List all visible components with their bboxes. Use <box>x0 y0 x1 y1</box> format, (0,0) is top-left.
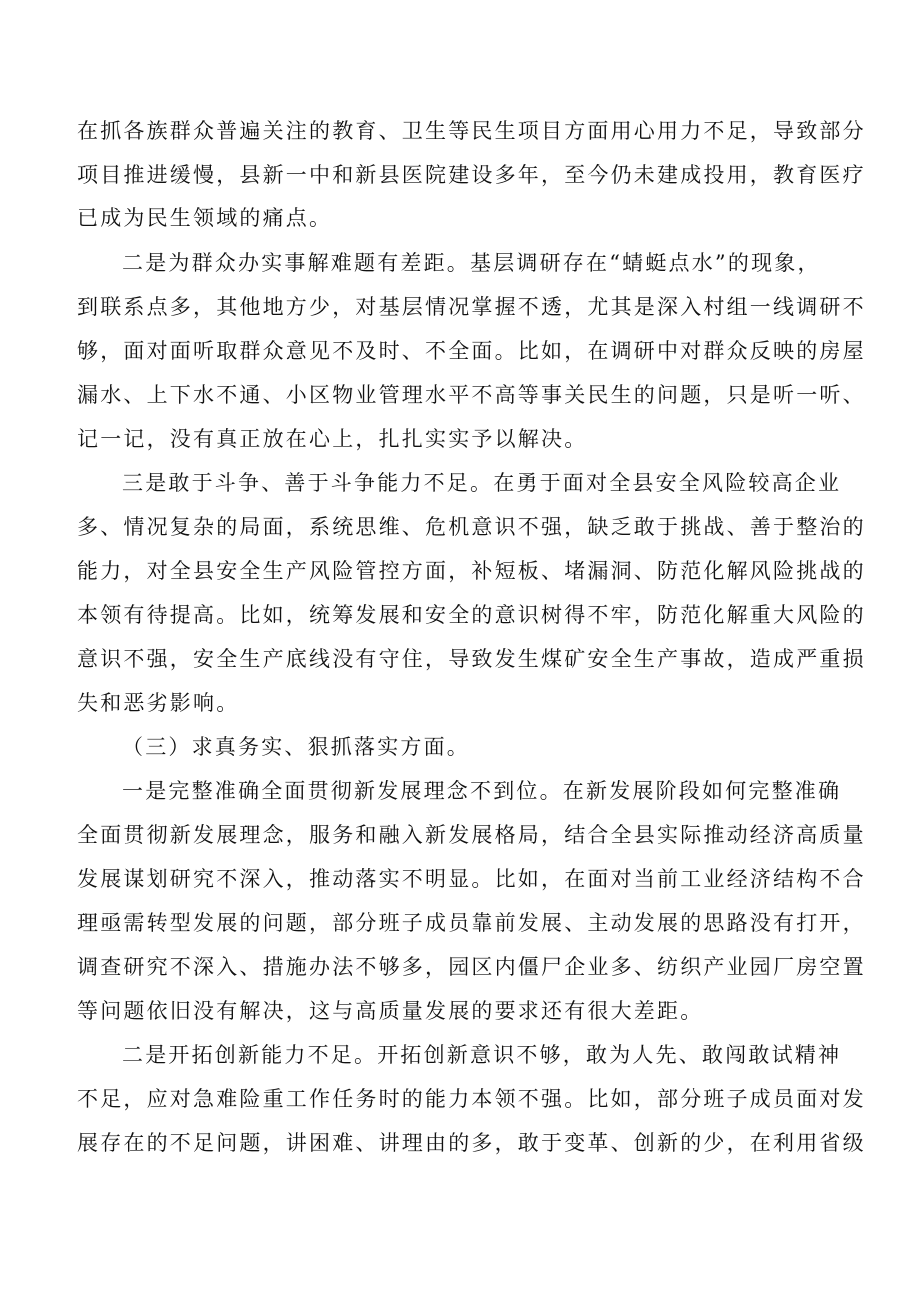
text-line: 不足，应对急难险重工作任务时的能力本领不强。比如，部分班子成员面对发 <box>77 1087 866 1111</box>
paragraph-start-line: 二是开拓创新能力不足。开拓创新意识不够，敢为人先、敢闯敢试精神 <box>122 1043 842 1067</box>
text-line: 在抓各族群众普遍关注的教育、卫生等民生项目方面用心用力不足，导致部分 <box>77 119 866 143</box>
text-line: 多、情况复杂的局面，系统思维、危机意识不强，缺乏敢于挑战、善于整治的 <box>77 515 866 539</box>
text-line: 漏水、上下水不通、小区物业管理水平不高等事关民生的问题，只是听一听、 <box>77 383 866 407</box>
text-line: 已成为民生领域的痛点。 <box>77 206 333 230</box>
text-line: 理亟需转型发展的问题，部分班子成员靠前发展、主动发展的思路没有打开， <box>77 911 866 935</box>
paragraph-start-line: 二是为群众办实事解难题有差距。基层调研存在“蜻蜓点水”的现象， <box>122 251 821 275</box>
paragraph-start-line: 三是敢于斗争、善于斗争能力不足。在勇于面对全县安全风险较高企业 <box>122 471 842 495</box>
text-line: 本领有待提高。比如，统筹发展和安全的意识树得不牢，防范化解重大风险的 <box>77 603 866 627</box>
text-line: 失和恶劣影响。 <box>77 691 240 715</box>
text-line: 项目推进缓慢，县新一中和新县医院建设多年，至今仍未建成投用，教育医疗 <box>77 163 866 187</box>
section-heading: （三）求真务实、狠抓落实方面。 <box>122 735 470 759</box>
text-line: 全面贯彻新发展理念，服务和融入新发展格局，结合全县实际推动经济高质量 <box>77 823 866 847</box>
paragraph-start-line: 一是完整准确全面贯彻新发展理念不到位。在新发展阶段如何完整准确 <box>122 779 842 803</box>
text-line: 够，面对面听取群众意见不及时、不全面。比如，在调研中对群众反映的房屋 <box>77 339 866 363</box>
text-line: 意识不强，安全生产底线没有守住，导致发生煤矿安全生产事故，造成严重损 <box>77 647 866 671</box>
text-line: 发展谋划研究不深入，推动落实不明显。比如，在面对当前工业经济结构不合 <box>77 867 866 891</box>
text-line: 调查研究不深入、措施办法不够多，园区内僵尸企业多、纺织产业园厂房空置 <box>77 955 866 979</box>
text-line: 等问题依旧没有解决，这与高质量发展的要求还有很大差距。 <box>77 999 704 1023</box>
text-line: 能力，对全县安全生产风险管控方面，补短板、堵漏洞、防范化解风险挑战的 <box>77 559 866 583</box>
text-line: 记一记，没有真正放在心上，扎扎实实予以解决。 <box>77 427 588 451</box>
text-line: 到联系点多，其他地方少，对基层情况掌握不透，尤其是深入村组一线调研不 <box>77 295 866 319</box>
text-line: 展存在的不足问题，讲困难、讲理由的多，敢于变革、创新的少，在利用省级 <box>77 1131 866 1155</box>
